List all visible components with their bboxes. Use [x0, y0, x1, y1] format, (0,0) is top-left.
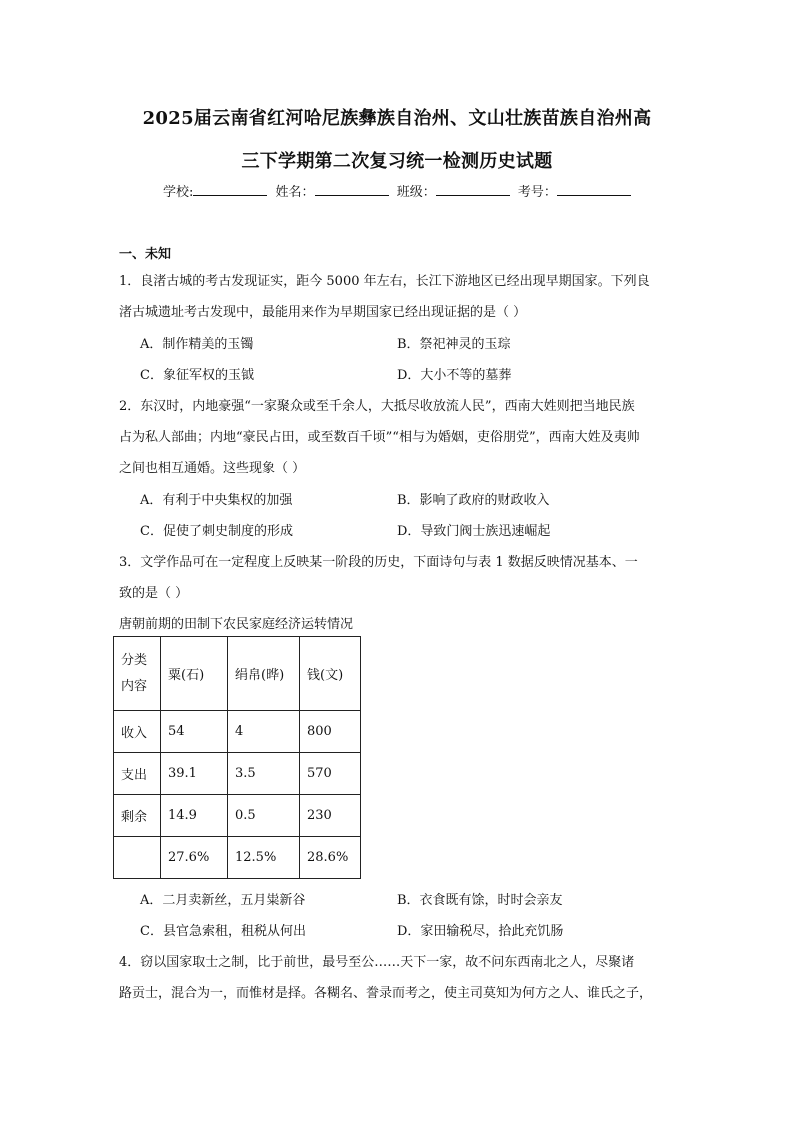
q1-option-d[interactable]: D．大小不等的墓葬	[397, 368, 512, 383]
table-cell: 800	[300, 711, 361, 753]
row-label	[114, 837, 161, 879]
row-label: 剩余	[114, 795, 161, 837]
q1-option-a[interactable]: A．制作精美的玉镯	[140, 337, 254, 352]
name-blank[interactable]	[315, 182, 389, 196]
q1-option-b[interactable]: B．祭祀神灵的玉琮	[397, 337, 511, 352]
table-header-cell: 绢帛(晔)	[228, 637, 300, 711]
exam-no-blank[interactable]	[557, 182, 631, 196]
q2-stem-line1: 2．东汉时，内地豪强“一家聚众或至千余人，大抵尽收放流人民”，西南大姓则把当地民族	[119, 399, 635, 414]
row-label: 收入	[114, 711, 161, 753]
class-label: 班级：	[396, 185, 436, 200]
q2-option-c[interactable]: C．促使了刺史制度的形成	[140, 524, 293, 539]
q1-stem-line2: 渚古城遗址考古发现中，最能用来作为早期国家已经出现证据的是（ ）	[119, 305, 527, 320]
q2-option-b[interactable]: B．影响了政府的财政收入	[397, 493, 550, 508]
q3-stem-line1: 3．文学作品可在一定程度上反映某一阶段的历史，下面诗句与表 1 数据反映情况基本、一	[119, 555, 638, 570]
section-heading: 一、未知	[119, 247, 172, 262]
q3-option-d[interactable]: D．家田输税尽，拾此充饥肠	[397, 924, 564, 939]
table-cell: 12.5%	[228, 837, 300, 879]
table-cell: 570	[300, 753, 361, 795]
q2-stem-line3: 之间也相互通婚。这些现象（ ）	[119, 461, 306, 476]
table-cell: 0.5	[228, 795, 300, 837]
q3-option-c[interactable]: C．县官急索租，租税从何出	[140, 924, 306, 939]
table-cell: 3.5	[228, 753, 300, 795]
table-row	[114, 753, 361, 795]
corner-line2: 内容	[121, 678, 148, 694]
exam-no-label: 考号：	[517, 185, 557, 200]
exam-title-line2: 三下学期第二次复习统一检测历史试题	[241, 151, 553, 172]
q4-stem-line2: 路贡士，混合为一，而惟材是择。各糊名、誊录而考之，使主司莫知为何方之人、谁氏之子，	[119, 986, 653, 1001]
table-cell: 14.9	[161, 795, 228, 837]
student-info-row	[163, 181, 633, 200]
school-blank[interactable]	[193, 182, 267, 196]
table-cell: 54	[161, 711, 228, 753]
q4-stem-line1: 4．窃以国家取士之制，比于前世，最号至公……天下一家，故不问东西南北之人，尽聚诸	[119, 955, 635, 970]
q3-data-table	[113, 636, 361, 879]
table-cell: 39.1	[161, 753, 228, 795]
q2-option-a[interactable]: A．有利于中央集权的加强	[140, 493, 293, 508]
q1-stem-line1: 1．良渚古城的考古发现证实，距今 5000 年左右，长江下游地区已经出现早期国家。下列良	[119, 274, 650, 289]
table-header-cell: 钱(文)	[300, 637, 361, 711]
name-label: 姓名：	[275, 185, 315, 200]
table-row	[114, 837, 361, 879]
row-label: 支出	[114, 753, 161, 795]
table-cell: 28.6%	[300, 837, 361, 879]
q3-stem-line2: 致的是（ ）	[119, 586, 189, 601]
table-cell: 230	[300, 795, 361, 837]
table-cell: 27.6%	[161, 837, 228, 879]
table-cell: 4	[228, 711, 300, 753]
table-row	[114, 795, 361, 837]
class-blank[interactable]	[436, 182, 510, 196]
q2-stem-line2: 占为私人部曲；内地“豪民占田，或至数百千顷”“相与为婚姻，吏俗朋党”，西南大姓及夷帅	[119, 430, 640, 445]
school-label: 学校:	[163, 185, 194, 200]
table-header-cell: 粟(石)	[161, 637, 228, 711]
q1-option-c[interactable]: C．象征军权的玉钺	[140, 368, 254, 383]
table-row	[114, 711, 361, 753]
q3-table-caption: 唐朝前期的田制下农民家庭经济运转情况	[119, 617, 354, 632]
q3-option-b[interactable]: B．衣食既有馀，时时会亲友	[397, 893, 563, 908]
exam-title-line1: 2025届云南省红河哈尼族彝族自治州、文山壮族苗族自治州高	[142, 108, 652, 129]
q2-option-d[interactable]: D．导致门阀士族迅速崛起	[397, 524, 551, 539]
table-header-corner	[114, 637, 161, 711]
q3-option-a[interactable]: A．二月卖新丝，五月粜新谷	[140, 893, 306, 908]
table-header-row	[114, 637, 361, 711]
corner-line1: 分类	[121, 652, 148, 668]
